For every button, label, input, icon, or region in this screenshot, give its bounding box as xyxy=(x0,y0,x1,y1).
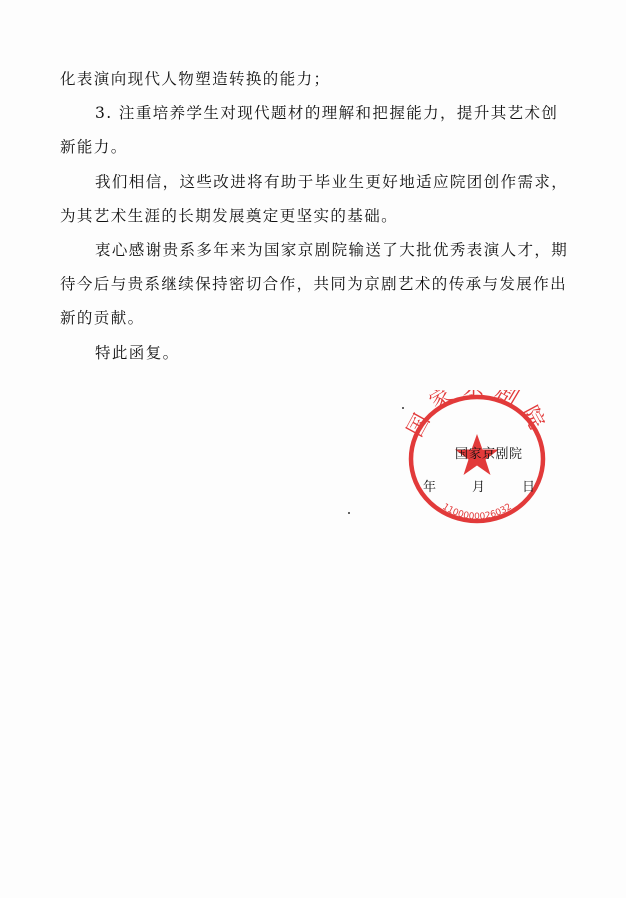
list-item-3-line-1: 3. 注重培养学生对现代题材的理解和把握能力，提升其艺术创 xyxy=(95,104,559,122)
official-seal xyxy=(403,390,551,528)
list-item-3-line-2: 新能力。 xyxy=(60,138,128,156)
paragraph-believe-line-1: 我们相信，这些改进将有助于毕业生更好地适应院团创作需求， xyxy=(95,173,569,191)
date-year-label: 年 xyxy=(423,480,437,495)
paragraph-thanks-line-2: 待今后与贵系继续保持密切合作，共同为京剧艺术的传承与发展作出 xyxy=(60,275,568,293)
paragraph-believe-line-2: 为其艺术生涯的长期发展奠定更坚实的基础。 xyxy=(60,207,399,225)
paragraph-thanks-line-1: 衷心感谢贵系多年来为国家京剧院输送了大批优秀表演人才，期 xyxy=(95,241,569,259)
signature-org-name: 国家京剧院 xyxy=(455,447,523,462)
paragraph-thanks-line-3: 新的贡献。 xyxy=(60,309,145,327)
date-day-label: 日 xyxy=(522,480,536,495)
body-line-1: 化表演向现代人物塑造转换的能力； xyxy=(60,70,331,88)
closing-line: 特此函复。 xyxy=(95,344,180,362)
scan-speck xyxy=(348,512,350,514)
seal-arc-text: 国家 剧院 xyxy=(403,390,551,442)
seal-code: 1100000026032 xyxy=(440,502,514,523)
date-month-label: 月 xyxy=(472,480,486,495)
